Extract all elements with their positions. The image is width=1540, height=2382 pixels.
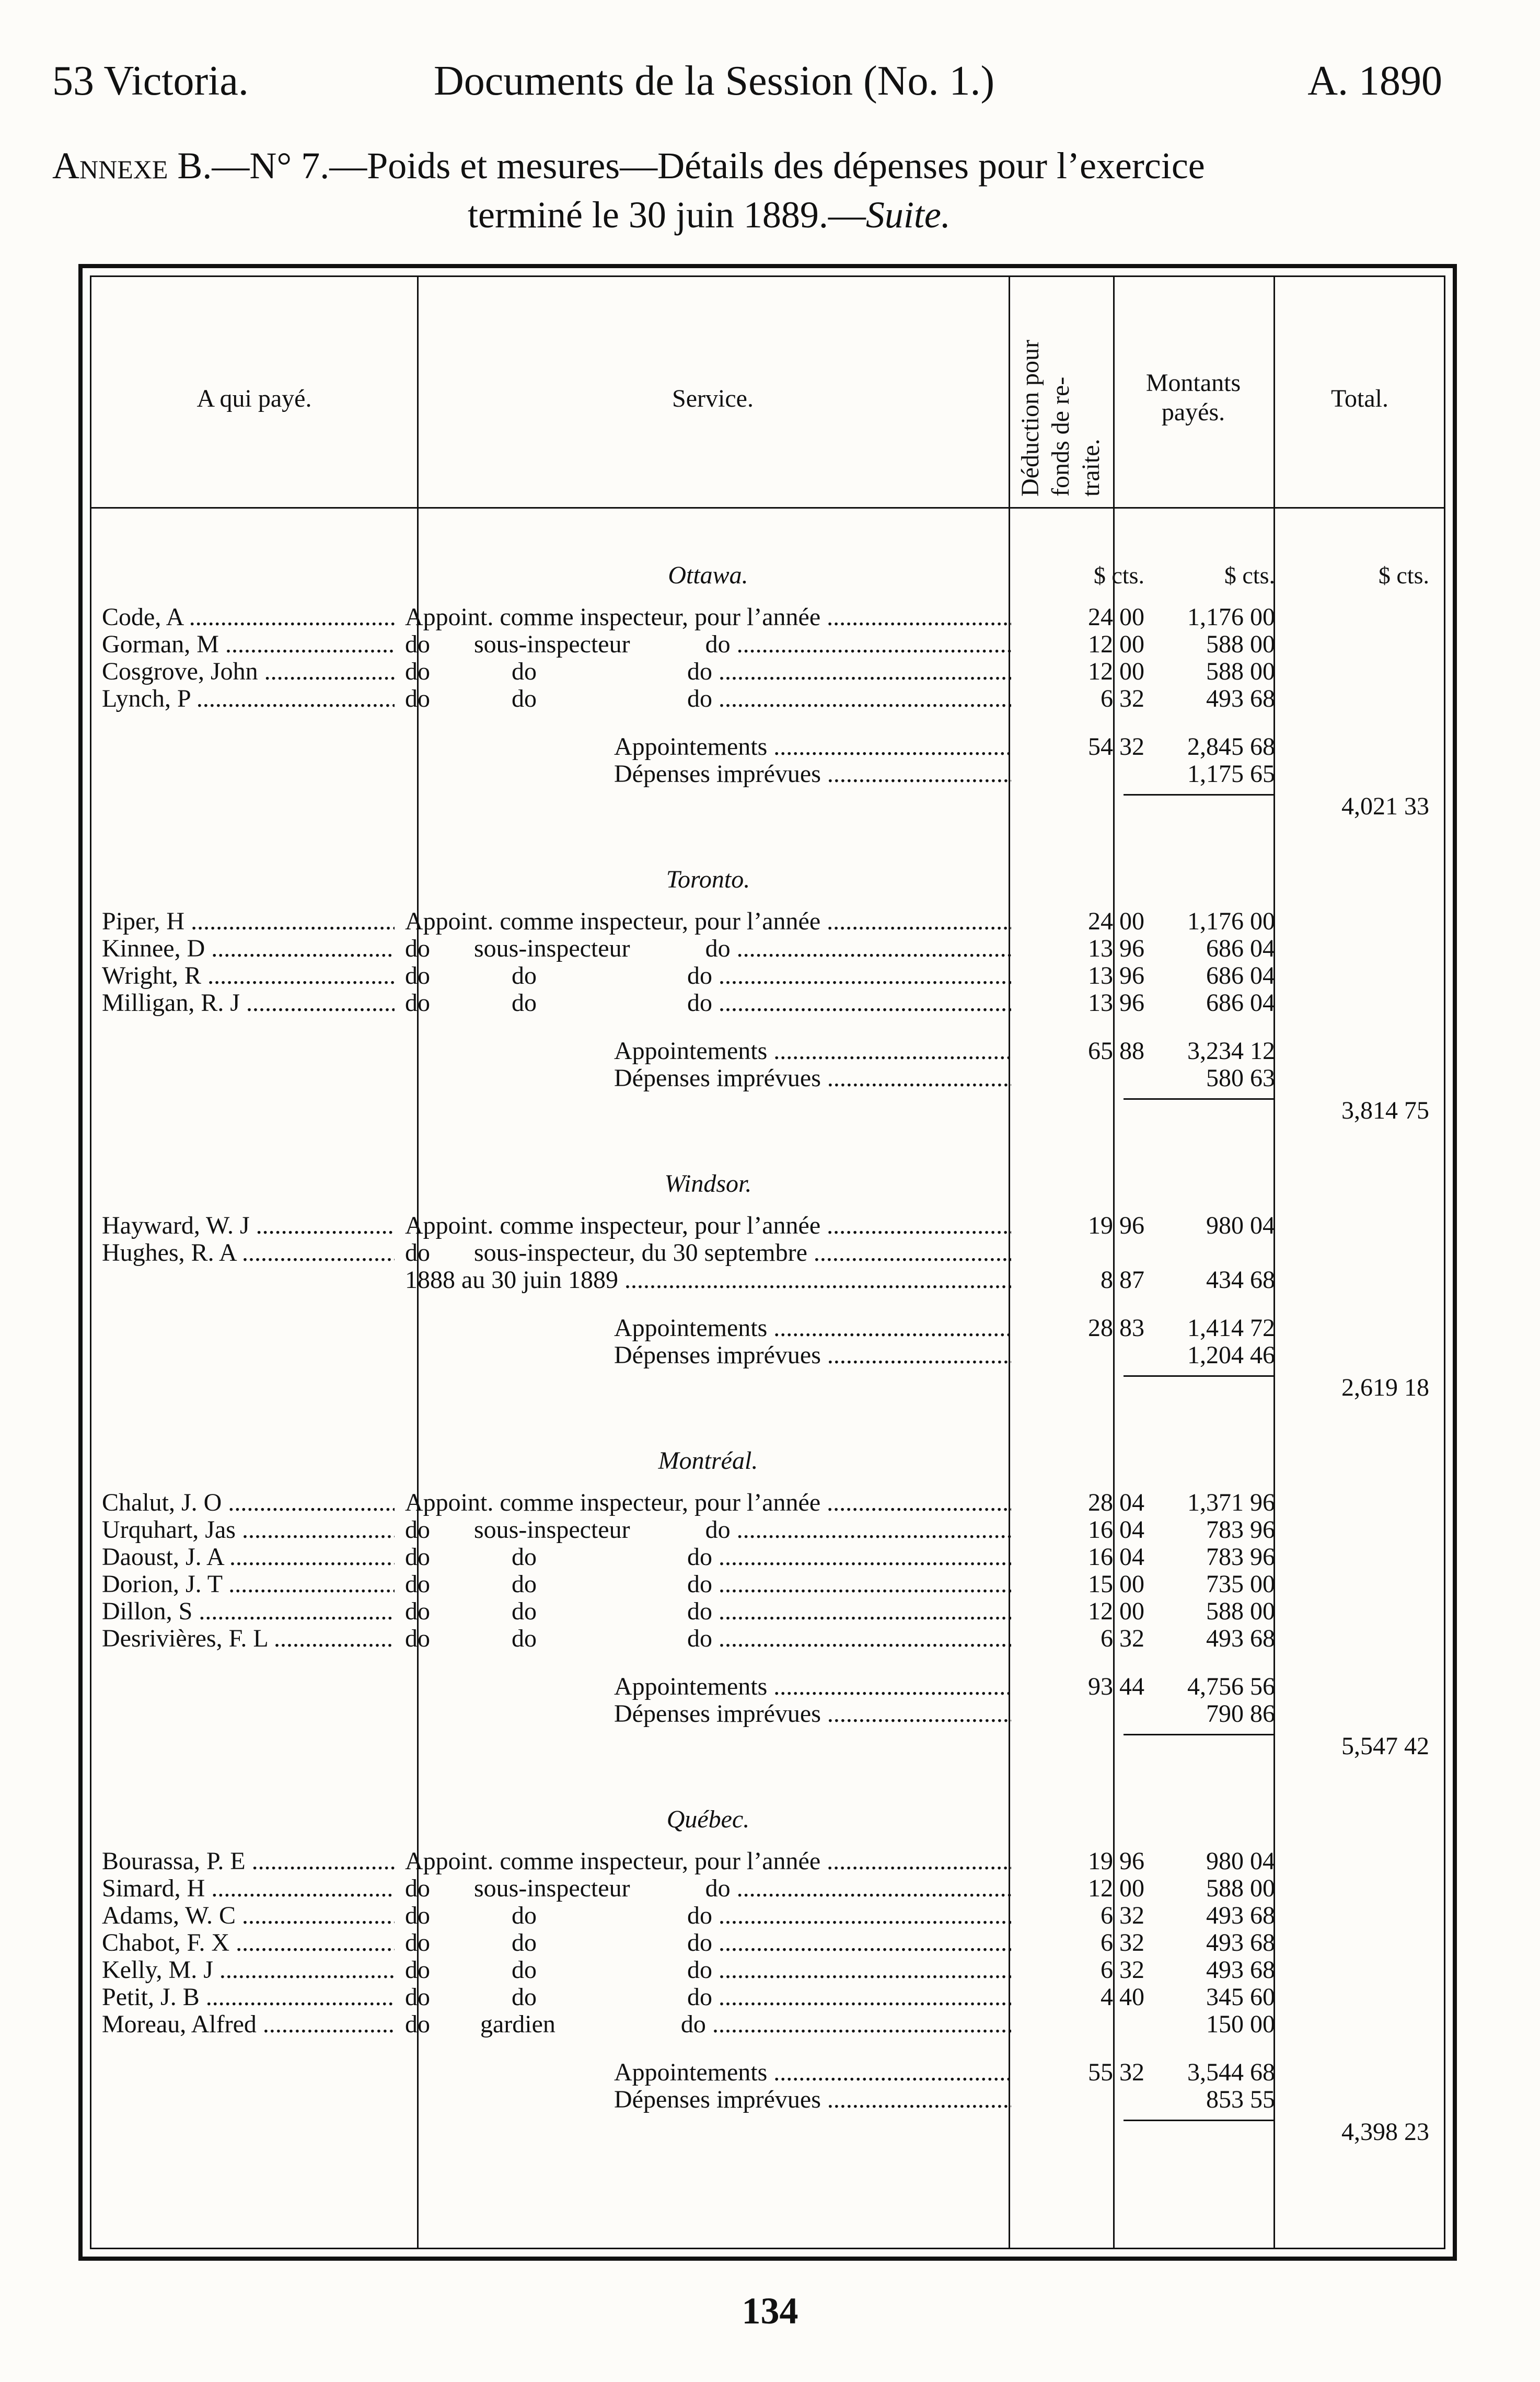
payee-name-text: Hughes, R. A <box>102 1239 236 1267</box>
payee-name-text: Dorion, J. T <box>102 1571 223 1598</box>
payee-name <box>102 1544 395 1571</box>
service-desc <box>405 1929 1011 1957</box>
service-text: do do do <box>405 685 712 712</box>
col-head-amounts-1: Montants <box>1145 369 1241 397</box>
payee-name-text: Bourassa, P. E <box>102 1848 246 1875</box>
deduction-value <box>1029 1239 1144 1267</box>
service-desc <box>405 1957 1011 1984</box>
amount-value: 980 04 <box>1206 1212 1275 1239</box>
amount-value: 493 68 <box>1206 1902 1275 1929</box>
service-desc <box>405 935 1011 962</box>
appointements-ded: 28 83 <box>1088 1314 1144 1342</box>
service-text: do sous-inspecteur do <box>405 1516 731 1544</box>
appointements-amt: 3,544 68 <box>1187 2058 1275 2086</box>
payee-name-text: Petit, J. B <box>102 1984 200 2011</box>
currency-ded: $ cts. <box>1093 562 1144 589</box>
imprevues-label <box>614 1065 1011 1092</box>
payee-name <box>102 1571 395 1598</box>
deduction-value: 12 00 <box>1088 630 1144 658</box>
deduction-value <box>1029 2011 1144 2038</box>
col-head-payee: A qui payé. <box>196 385 312 412</box>
deduction-value: 6 32 <box>1101 1956 1144 1984</box>
table-body <box>90 275 1445 2249</box>
deduction-value: 12 00 <box>1088 1597 1144 1625</box>
service-desc <box>405 1571 1011 1598</box>
service-desc <box>405 989 1011 1017</box>
city-heading: Québec. <box>666 1805 750 1833</box>
service-desc <box>405 685 1011 712</box>
amount-value: 1,176 00 <box>1187 907 1275 935</box>
currency-tot: $ cts. <box>1378 562 1429 589</box>
amount-value <box>1137 1239 1275 1267</box>
payee-name-text: Simard, H <box>102 1875 205 1902</box>
section-total: 4,021 33 <box>1341 792 1429 820</box>
col-head-deduction-2: fonds de re- <box>1047 376 1074 497</box>
payee-name <box>102 658 395 685</box>
amount-value: 980 04 <box>1206 1847 1275 1875</box>
amount-value: 345 60 <box>1206 1983 1275 2011</box>
table-frame <box>78 264 1457 2261</box>
deduction-value: 24 00 <box>1088 603 1144 631</box>
payee-name <box>102 1598 395 1625</box>
payee-name-text: Adams, W. C <box>102 1902 236 1929</box>
col-head-service: Service. <box>672 385 754 412</box>
header-documents: Documents de la Session (No. 1.) <box>434 58 995 104</box>
section-total: 2,619 18 <box>1341 1374 1429 1401</box>
deduction-value: 12 00 <box>1088 658 1144 685</box>
payee-name-text: Kinnee, D <box>102 935 205 962</box>
payee-name-text: Moreau, Alfred <box>102 2011 257 2038</box>
service-text: Appoint. comme inspecteur, pour l’année <box>405 908 821 935</box>
amount-value: 783 96 <box>1206 1543 1275 1571</box>
deduction-value: 6 32 <box>1101 1902 1144 1929</box>
imprevues-amt: 853 55 <box>1206 2086 1275 2113</box>
amount-value: 686 04 <box>1206 962 1275 989</box>
appointements-label <box>614 733 1011 761</box>
service-text: do gardien do <box>405 2011 706 2038</box>
service-text: do sous-inspecteur do <box>405 935 731 962</box>
imprevues-text: Dépenses imprévues <box>614 1342 821 1369</box>
service-desc <box>405 658 1011 685</box>
payee-name <box>102 908 395 935</box>
service-text: do do do <box>405 1625 712 1652</box>
payee-name-text: Hayward, W. J <box>102 1212 250 1239</box>
deduction-value: 28 04 <box>1088 1489 1144 1516</box>
payee-name-text: Chabot, F. X <box>102 1929 230 1957</box>
amount-value: 686 04 <box>1206 989 1275 1017</box>
section-total: 4,398 23 <box>1341 2118 1429 2146</box>
service-text: do do do <box>405 1957 712 1984</box>
col-head-deduction <box>1009 298 1113 497</box>
payee-name-text: Dillon, S <box>102 1598 193 1625</box>
running-header <box>52 57 1442 115</box>
appointements-ded: 54 32 <box>1088 733 1144 761</box>
imprevues-label <box>614 2086 1011 2113</box>
payee-name-text: Gorman, M <box>102 631 219 658</box>
amount-value: 150 00 <box>1206 2010 1275 2038</box>
amount-value: 493 68 <box>1206 1625 1275 1652</box>
payee-name <box>102 1929 395 1957</box>
payee-name-text: Code, A <box>102 604 183 631</box>
section-total: 3,814 75 <box>1341 1097 1429 1124</box>
deduction-value: 19 96 <box>1088 1847 1144 1875</box>
amount-value: 686 04 <box>1206 935 1275 962</box>
header-year: A. 1890 <box>1307 58 1442 104</box>
service-text: do sous-inspecteur do <box>405 1875 731 1902</box>
deduction-value: 6 32 <box>1101 1929 1144 1957</box>
service-text: do do do <box>405 1929 712 1957</box>
service-text: do do do <box>405 1984 712 2011</box>
service-desc <box>405 1598 1011 1625</box>
payee-name <box>102 1984 395 2011</box>
service-desc <box>405 1212 1011 1239</box>
header-rule <box>91 507 1444 509</box>
service-desc <box>405 1875 1011 1902</box>
deduction-value: 19 96 <box>1088 1212 1144 1239</box>
service-text: Appoint. comme inspecteur, pour l’année <box>405 1212 821 1239</box>
service-desc <box>405 1984 1011 2011</box>
service-desc <box>405 2011 1011 2038</box>
appointements-ded: 93 44 <box>1088 1673 1144 1700</box>
payee-name <box>102 1212 395 1239</box>
service-text: do do do <box>405 1571 712 1598</box>
amount-value: 588 00 <box>1206 1597 1275 1625</box>
amount-value: 588 00 <box>1206 658 1275 685</box>
service-desc <box>405 1489 1011 1516</box>
col-head-deduction-3: traite. <box>1077 439 1105 497</box>
imprevues-text: Dépenses imprévues <box>614 761 821 788</box>
service-desc <box>405 1239 1011 1267</box>
col-head-total: Total. <box>1331 385 1388 412</box>
sum-rule <box>1124 1098 1275 1100</box>
payee-name <box>102 1902 395 1929</box>
title-suite: Suite. <box>865 194 951 236</box>
payee-name <box>102 685 395 712</box>
title-line2: terminé le 30 juin 1889.— <box>468 194 866 236</box>
service-text: do sous-inspecteur do <box>405 631 731 658</box>
payee-name <box>102 935 395 962</box>
imprevues-amt: 1,175 65 <box>1187 760 1275 788</box>
imprevues-amt: 580 63 <box>1206 1064 1275 1092</box>
col-head-amounts-2: payés. <box>1161 398 1225 426</box>
appointements-label <box>614 1038 1011 1065</box>
deduction-value: 6 32 <box>1101 1625 1144 1652</box>
service-text: do do do <box>405 1598 712 1625</box>
appointements-text: Appointements <box>614 2059 768 2086</box>
payee-name-text: Kelly, M. J <box>102 1957 213 1984</box>
service-text: Appoint. comme inspecteur, pour l’année <box>405 1848 821 1875</box>
deduction-value: 8 87 <box>1101 1266 1144 1294</box>
service-text: do sous-inspecteur, du 30 septembre <box>405 1239 807 1267</box>
service-text: 1888 au 30 juin 1889 <box>405 1267 618 1294</box>
service-text: Appoint. comme inspecteur, pour l’année <box>405 1489 821 1516</box>
imprevues-label <box>614 1342 1011 1369</box>
imprevues-text: Dépenses imprévues <box>614 1065 821 1092</box>
appointements-amt: 1,414 72 <box>1187 1314 1275 1342</box>
city-heading: Toronto. <box>666 866 750 893</box>
appointements-amt: 3,234 12 <box>1187 1037 1275 1065</box>
sum-rule <box>1124 794 1275 796</box>
payee-name-text: Desrivières, F. L <box>102 1625 268 1652</box>
payee-name <box>102 1516 395 1544</box>
imprevues-text: Dépenses imprévues <box>614 1700 821 1728</box>
header-session: 53 Victoria. <box>52 58 249 104</box>
imprevues-text: Dépenses imprévues <box>614 2086 821 2113</box>
payee-name <box>102 962 395 989</box>
amount-value: 1,371 96 <box>1187 1489 1275 1516</box>
appointements-text: Appointements <box>614 733 768 761</box>
deduction-value: 6 32 <box>1101 685 1144 712</box>
amount-value: 493 68 <box>1206 685 1275 712</box>
amount-value: 493 68 <box>1206 1929 1275 1957</box>
deduction-value: 13 96 <box>1088 962 1144 989</box>
payee-name-text: Wright, R <box>102 962 202 989</box>
page-number: 134 <box>742 2290 798 2332</box>
payee-name <box>102 989 395 1017</box>
imprevues-label <box>614 761 1011 788</box>
appointements-text: Appointements <box>614 1673 768 1700</box>
col-head-amounts <box>1113 369 1273 427</box>
deduction-value: 12 00 <box>1088 1874 1144 1902</box>
service-text: Appoint. comme inspecteur, pour l’année <box>405 604 821 631</box>
imprevues-label <box>614 1700 1011 1728</box>
payee-name-text: Urquhart, Jas <box>102 1516 236 1544</box>
payee-name <box>102 1957 395 1984</box>
payee-name-text: Cosgrove, John <box>102 658 258 685</box>
service-desc <box>405 1902 1011 1929</box>
payee-name <box>102 1875 395 1902</box>
service-text: do do do <box>405 1544 712 1571</box>
service-text: do do do <box>405 962 712 989</box>
amount-value: 588 00 <box>1206 1874 1275 1902</box>
payee-name-text: Lynch, P <box>102 685 190 712</box>
imprevues-amt: 790 86 <box>1206 1700 1275 1728</box>
service-text: do do do <box>405 658 712 685</box>
section-total: 5,547 42 <box>1341 1732 1429 1760</box>
payee-name <box>102 2011 395 2038</box>
amount-value: 1,176 00 <box>1187 603 1275 631</box>
appointements-amt: 2,845 68 <box>1187 733 1275 761</box>
service-desc <box>405 631 1011 658</box>
payee-name <box>102 1239 395 1267</box>
payee-name <box>102 1489 395 1516</box>
payee-name-text: Piper, H <box>102 908 185 935</box>
imprevues-amt: 1,204 46 <box>1187 1341 1275 1369</box>
payee-name-text: Chalut, J. O <box>102 1489 222 1516</box>
appointements-label <box>614 1315 1011 1342</box>
currency-amt: $ cts. <box>1224 562 1275 589</box>
deduction-value: 4 40 <box>1101 1983 1144 2011</box>
service-desc <box>405 604 1011 631</box>
col-head-deduction-1: Déduction pour <box>1016 340 1044 497</box>
page-title <box>52 141 1442 239</box>
city-heading: Ottawa. <box>668 561 748 589</box>
payee-name <box>102 1625 395 1652</box>
amount-value: 588 00 <box>1206 630 1275 658</box>
service-desc <box>405 1544 1011 1571</box>
amount-value: 493 68 <box>1206 1956 1275 1984</box>
deduction-value: 16 04 <box>1088 1516 1144 1544</box>
payee-name <box>102 1848 395 1875</box>
service-desc <box>405 1267 1011 1294</box>
payee-name-text: Milligan, R. J <box>102 989 240 1017</box>
appointements-text: Appointements <box>614 1315 768 1342</box>
appointements-amt: 4,756 56 <box>1187 1673 1275 1700</box>
deduction-value: 24 00 <box>1088 907 1144 935</box>
sum-rule <box>1124 1734 1275 1735</box>
city-heading: Montréal. <box>658 1447 758 1475</box>
appointements-ded: 65 88 <box>1088 1037 1144 1065</box>
payee-name-text: Daoust, J. A <box>102 1544 224 1571</box>
service-desc <box>405 1625 1011 1652</box>
title-line1: B.—N° 7.—Poids et mesures—Détails des dépenses pour l’exercice <box>177 145 1205 187</box>
service-text: do do do <box>405 1902 712 1929</box>
deduction-value: 13 96 <box>1088 989 1144 1017</box>
service-text: do do do <box>405 989 712 1017</box>
amount-value: 434 68 <box>1206 1266 1275 1294</box>
deduction-value: 13 96 <box>1088 935 1144 962</box>
appointements-label <box>614 2059 1011 2086</box>
sum-rule <box>1124 1375 1275 1377</box>
amount-value: 783 96 <box>1206 1516 1275 1544</box>
title-annex: Annexe <box>52 145 168 187</box>
amount-value: 735 00 <box>1206 1570 1275 1598</box>
service-desc <box>405 908 1011 935</box>
service-desc <box>405 1848 1011 1875</box>
appointements-label <box>614 1673 1011 1700</box>
sum-rule <box>1124 2120 1275 2121</box>
service-desc <box>405 962 1011 989</box>
deduction-value: 15 00 <box>1088 1570 1144 1598</box>
appointements-ded: 55 32 <box>1088 2058 1144 2086</box>
appointements-text: Appointements <box>614 1038 768 1065</box>
deduction-value: 16 04 <box>1088 1543 1144 1571</box>
payee-name <box>102 631 395 658</box>
service-desc <box>405 1516 1011 1544</box>
payee-name <box>102 604 395 631</box>
city-heading: Windsor. <box>664 1170 752 1198</box>
